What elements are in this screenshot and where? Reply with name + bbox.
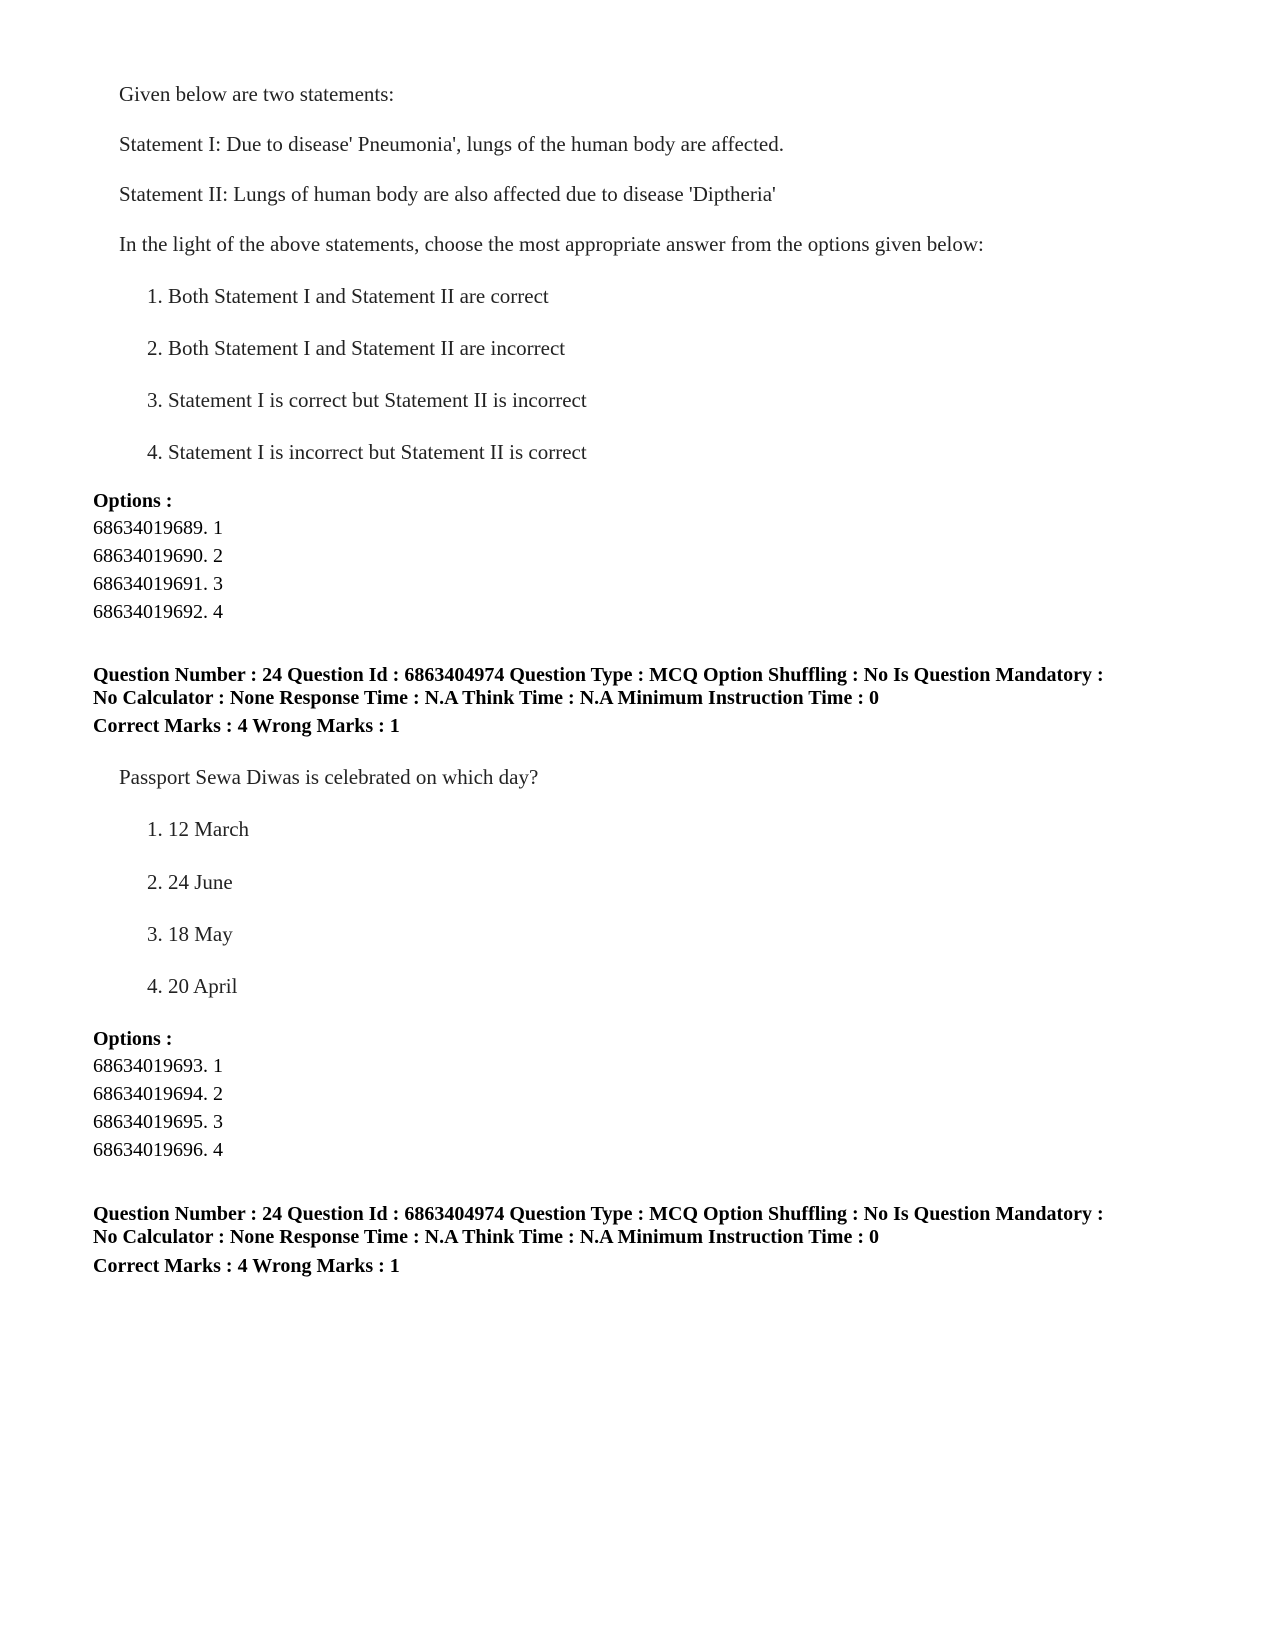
choice-item: 3. Statement I is correct but Statement II is incorrect xyxy=(147,388,587,412)
options-label: Options : xyxy=(93,1028,173,1050)
question-instruction: In the light of the above statements, choose the most appropriate answer from the options given below: xyxy=(119,232,984,256)
question-intro: Given below are two statements: xyxy=(119,82,395,106)
question-meta-line: No Calculator : None Response Time : N.A Think Time : N.A Minimum Instruction Time : 0 xyxy=(93,687,879,709)
choice-item: 3. 18 May xyxy=(147,922,233,946)
choice-item: 4. 20 April xyxy=(147,974,238,998)
statement-1: Statement I: Due to disease' Pneumonia', lungs of the human body are affected. xyxy=(119,132,784,156)
choice-item: 2. Both Statement I and Statement II are incorrect xyxy=(147,336,566,360)
option-id: 68634019694. 2 xyxy=(93,1083,223,1105)
option-id: 68634019693. 1 xyxy=(93,1055,223,1077)
question-marks: Correct Marks : 4 Wrong Marks : 1 xyxy=(93,715,400,737)
choice-item: 2. 24 June xyxy=(147,870,233,894)
choice-item: 4. Statement I is incorrect but Statement II is correct xyxy=(147,440,587,464)
option-id: 68634019692. 4 xyxy=(93,601,223,623)
question-meta-line: Question Number : 24 Question Id : 6863404974 Question Type : MCQ Option Shuffling : No Is Question Mandatory : xyxy=(93,1203,1104,1225)
choice-item: 1. 12 March xyxy=(147,817,250,841)
option-id: 68634019695. 3 xyxy=(93,1111,223,1133)
option-id: 68634019696. 4 xyxy=(93,1139,223,1161)
question-meta-line: No Calculator : None Response Time : N.A Think Time : N.A Minimum Instruction Time : 0 xyxy=(93,1226,879,1248)
option-id: 68634019690. 2 xyxy=(93,545,223,567)
question-text: Passport Sewa Diwas is celebrated on which day? xyxy=(119,765,539,789)
option-id: 68634019691. 3 xyxy=(93,573,223,595)
question-marks: Correct Marks : 4 Wrong Marks : 1 xyxy=(93,1255,400,1277)
question-meta-line: Question Number : 24 Question Id : 6863404974 Question Type : MCQ Option Shuffling : No Is Question Mandatory : xyxy=(93,664,1104,686)
option-id: 68634019689. 1 xyxy=(93,517,223,539)
options-label: Options : xyxy=(93,490,173,512)
statement-2: Statement II: Lungs of human body are also affected due to disease 'Diptheria' xyxy=(119,182,776,206)
choice-item: 1. Both Statement I and Statement II are correct xyxy=(147,284,549,308)
